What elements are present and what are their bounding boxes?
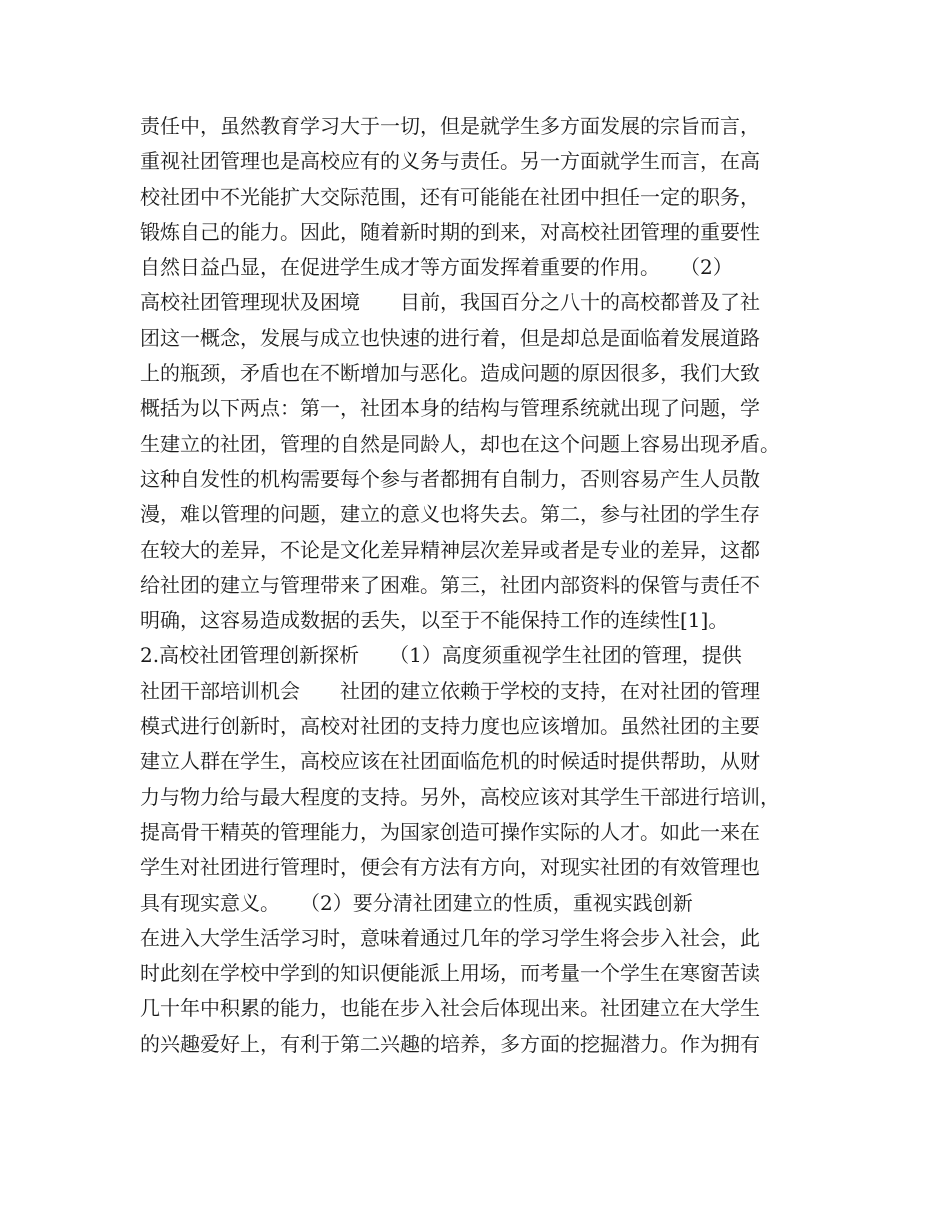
text-line: 锻炼自己的能力。因此，随着新时期的到来，对高校社团管理的重要性 [140,219,760,244]
text-line: 2.高校社团管理创新探析 （1）高度须重视学生社团的管理，提供 [140,643,742,668]
text-line: 给社团的建立与管理带来了困难。第三，社团内部资料的保管与责任不 [140,572,760,597]
text-line: 社团干部培训机会 社团的建立依赖于学校的支持，在对社团的管理 [140,678,760,703]
text-line: 时此刻在学校中学到的知识便能派上用场，而考量一个学生在寒窗苦读 [140,961,760,986]
text-line: 建立人群在学生，高校应该在社团面临危机的时候适时提供帮助，从财 [140,749,760,774]
text-line: 几十年中积累的能力，也能在步入社会后体现出来。社团建立在大学生 [140,996,760,1021]
text-line: 在进入大学生活学习时，意味着通过几年的学习学生将会步入社会，此 [140,925,760,950]
text-line: 这种自发性的机构需要每个参与者都拥有自制力，否则容易产生人员散 [140,466,760,491]
text-line: 明确，这容易造成数据的丢失，以至于不能保持工作的连续性[1]。 [140,608,729,633]
text-line: 漫，难以管理的问题，建立的意义也将失去。第二，参与社团的学生存 [140,502,760,527]
text-line: 提高骨干精英的管理能力，为国家创造可操作实际的人才。如此一来在 [140,819,760,844]
text-line: 校社团中不光能扩大交际范围，还有可能能在社团中担任一定的职务， [140,184,760,209]
text-line: 学生对社团进行管理时，便会有方法有方向，对现实社团的有效管理也 [140,855,760,880]
text-line: 重视社团管理也是高校应有的义务与责任。另一方面就学生而言，在高 [140,149,760,174]
text-line: 自然日益凸显，在促进学生成才等方面发挥着重要的作用。 （2） [140,255,733,280]
text-line: 具有现实意义。 （2）要分清社团建立的性质，重视实践创新 [140,890,693,915]
text-line: 生建立的社团，管理的自然是同龄人，却也在这个问题上容易出现矛盾。 [140,431,780,456]
text-line: 上的瓶颈，矛盾也在不断增加与恶化。造成问题的原因很多，我们大致 [140,361,760,386]
text-line: 模式进行创新时，高校对社团的支持力度也应该增加。虽然社团的主要 [140,714,760,739]
text-line: 概括为以下两点：第一，社团本身的结构与管理系统就出现了问题，学 [140,396,760,421]
text-line: 责任中，虽然教育学习大于一切，但是就学生多方面发展的宗旨而言， [140,114,760,138]
body-text [140,109,830,1062]
text-line: 在较大的差异，不论是文化差异精神层次差异或者是专业的差异，这都 [140,537,760,562]
text-line: 力与物力给与最大程度的支持。另外，高校应该对其学生干部进行培训， [140,784,780,809]
text-line: 高校社团管理现状及困境 目前，我国百分之八十的高校都普及了社 [140,290,760,315]
text-line: 团这一概念，发展与成立也快速的进行着，但是却总是面临着发展道路 [140,325,760,350]
text-line: 的兴趣爱好上，有利于第二兴趣的培养，多方面的挖掘潜力。作为拥有 [140,1031,760,1056]
